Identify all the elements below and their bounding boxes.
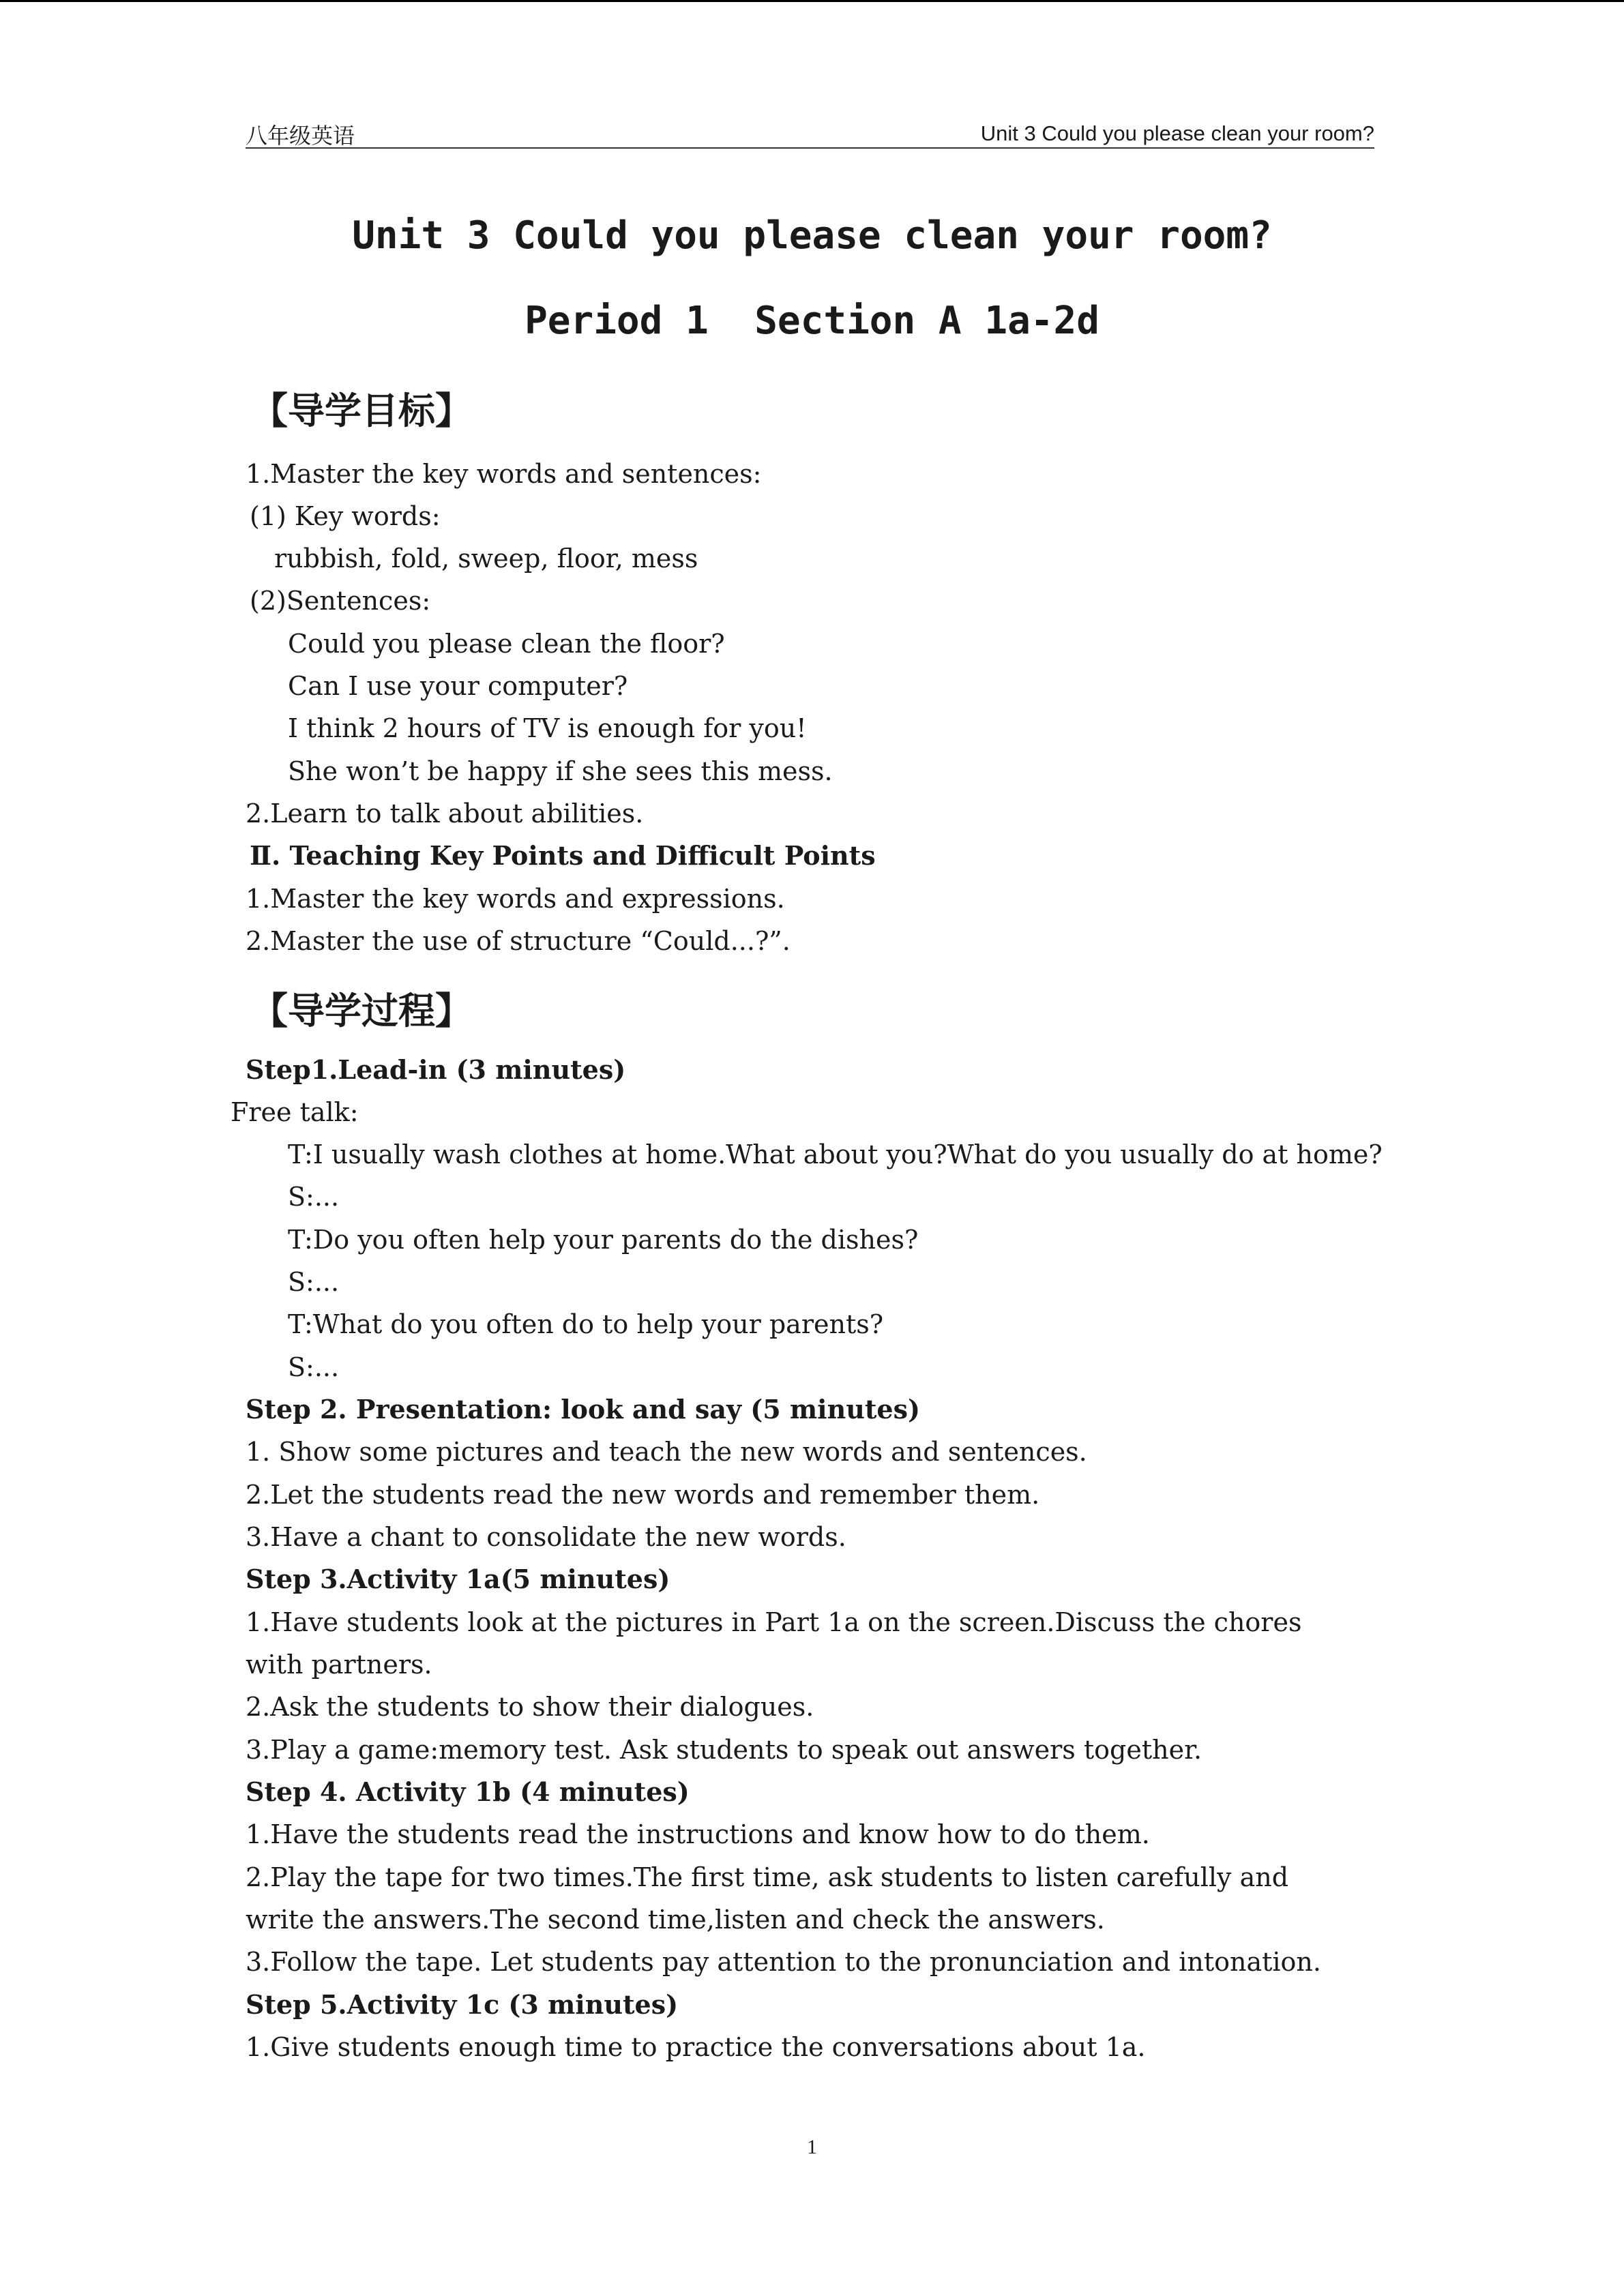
process-line: write the answers.The second time,listen and check the answers. [246, 1905, 1105, 1935]
objective-line: (1) Key words: [250, 501, 441, 531]
section-heading-process: 【导学过程】 [251, 989, 472, 1032]
objective-line: 1.Master the key words and sentences: [246, 459, 762, 489]
process-line: Free talk: [231, 1097, 359, 1127]
page-header [246, 117, 1374, 149]
sentence-line: Could you please clean the floor? [288, 629, 725, 659]
sentence-line: She won’t be happy if she sees this mess. [288, 756, 833, 786]
process-line: 1. Show some pictures and teach the new words and sentences. [246, 1437, 1087, 1467]
document-title: Unit 3 Could you please clean your room? [352, 213, 1272, 258]
step-heading: Step 3.Activity 1a(5 minutes) [246, 1564, 670, 1594]
objective-line: 2.Learn to talk about abilities. [246, 799, 644, 829]
dialogue-line: T:I usually wash clothes at home.What about you?What do you usually do at home? [288, 1139, 1383, 1169]
process-line: 3.Play a game:memory test. Ask students to speak out answers together. [246, 1735, 1202, 1765]
process-line: 3.Follow the tape. Let students pay attention to the pronunciation and intonation. [246, 1947, 1321, 1977]
document-subtitle: Period 1 Section A 1a-2d [525, 299, 1099, 343]
dialogue-line: S:... [288, 1182, 340, 1212]
step-heading: Step 5.Activity 1c (3 minutes) [246, 1989, 679, 2020]
process-line: with partners. [246, 1650, 432, 1680]
step-heading: Step 4. Activity 1b (4 minutes) [246, 1776, 690, 1807]
process-line: 1.Have students look at the pictures in Part 1a on the screen.Discuss the chores [246, 1607, 1302, 1637]
sentence-line: I think 2 hours of TV is enough for you! [288, 713, 807, 743]
sentence-line: Can I use your computer? [288, 671, 628, 701]
process-line: 2.Let the students read the new words and remember them. [246, 1480, 1040, 1510]
section-heading-objectives: 【导学目标】 [251, 389, 472, 432]
page-top-border [0, 0, 1624, 2]
key-point-line: 2.Master the use of structure “Could...?”. [246, 926, 791, 956]
dialogue-line: T:Do you often help your parents do the dishes? [288, 1225, 919, 1255]
header-unit-title: Unit 3 Could you please clean your room? [980, 121, 1374, 145]
process-line: 2.Ask the students to show their dialogues. [246, 1692, 814, 1722]
step-heading: Step 2. Presentation: look and say (5 minutes) [246, 1394, 920, 1425]
key-points-heading: Ⅱ. Teaching Key Points and Difficult Points [250, 840, 876, 871]
key-words-line: rubbish, fold, sweep, floor, mess [274, 543, 698, 573]
process-line: 1.Give students enough time to practice the conversations about 1a. [246, 2032, 1146, 2062]
process-line: 1.Have the students read the instructions and know how to do them. [246, 1819, 1150, 1849]
process-line: 3.Have a chant to consolidate the new words. [246, 1522, 846, 1552]
key-point-line: 1.Master the key words and expressions. [246, 884, 785, 914]
dialogue-line: S:... [288, 1352, 340, 1382]
dialogue-line: S:... [288, 1267, 340, 1297]
dialogue-line: T:What do you often do to help your parents? [288, 1309, 884, 1339]
objective-line: (2)Sentences: [250, 586, 431, 616]
header-subject: 八年级英语 [246, 123, 355, 149]
step-heading: Step1.Lead-in (3 minutes) [246, 1054, 626, 1085]
page-number: 1 [807, 2136, 817, 2158]
process-line: 2.Play the tape for two times.The first time, ask students to listen carefully and [246, 1862, 1289, 1892]
